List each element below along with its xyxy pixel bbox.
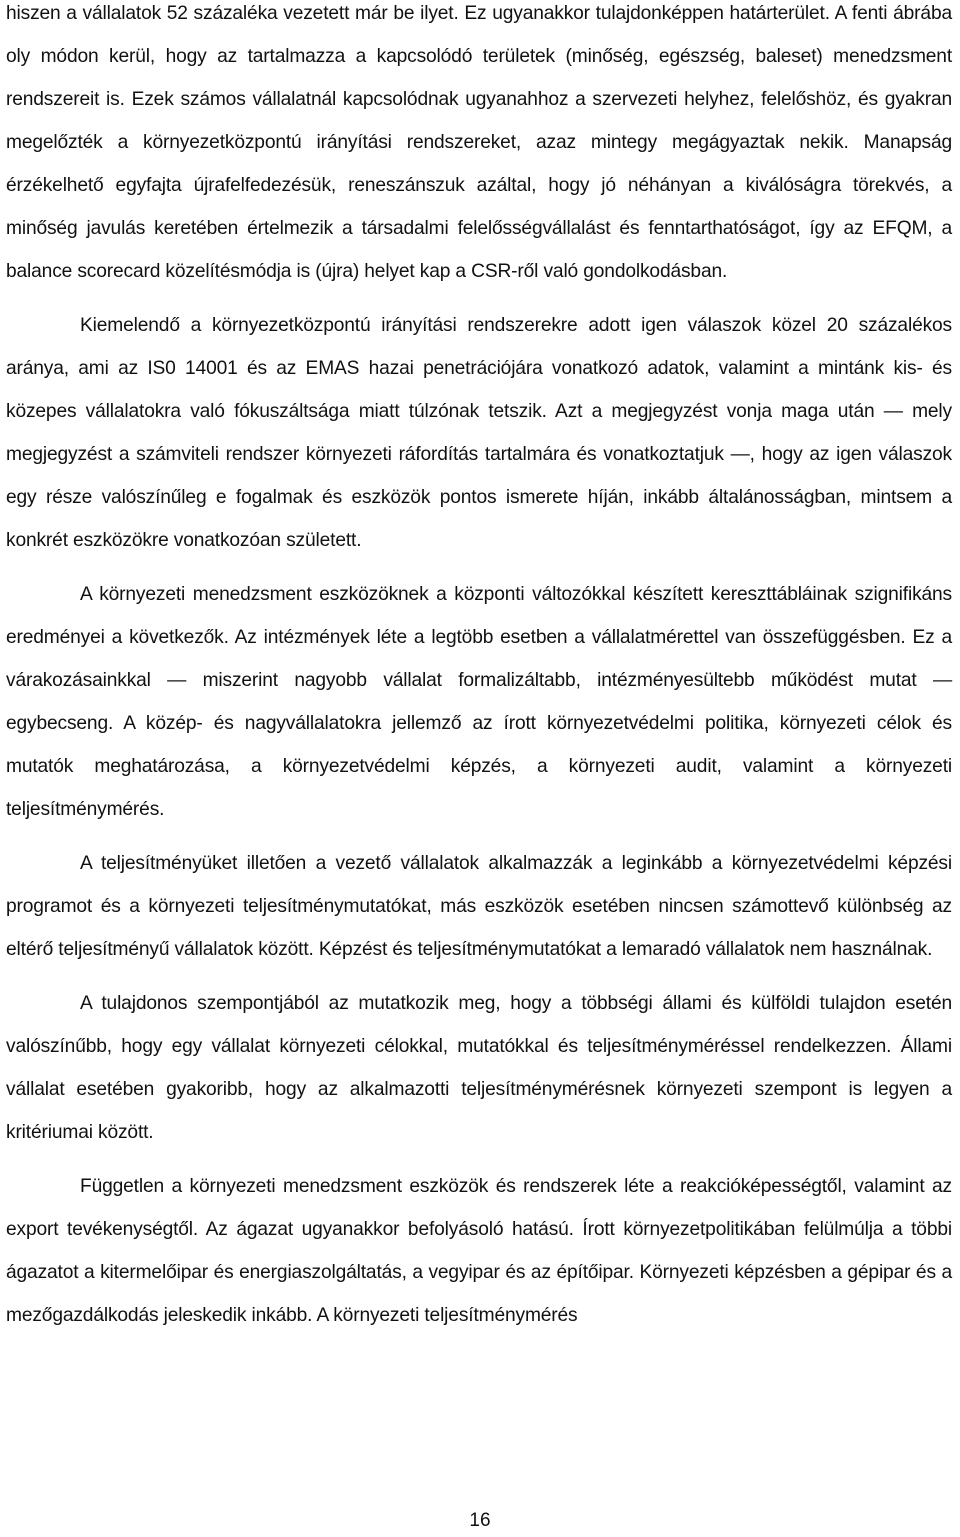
page-number: 16 (469, 1510, 491, 1531)
paragraph-3: A környezeti menedzsment eszközöknek a központi változókkal készített kereszttábláinak szignifikáns eredményei a következők. Az intézmények léte a legtöbb esetben a vállalatmérettel van összefüggésben. Ez a várakozásainkkal — miszerint nagyobb vállalat formalizáltabb, intézményesültebb működést mutat — egybecseng. A közép- és nagyvállalatokra jellemző az írott környezetvédelmi politika, környezeti célok és mutatók meghatározása, a környezetvédelmi képzés, a környezeti audit, valamint a környezeti teljesítménymérés. (6, 584, 952, 820)
paragraph-6: Független a környezeti menedzsment eszközök és rendszerek léte a reakcióképességtől, valamint az export tevékenységtől. Az ágazat ugyanakkor befolyásoló hatású. Írott környezetpolitikában felülmúlja a többi ágazatot a kitermelőipar és energiaszolgáltatás, a vegyipar és az építőipar. Környezeti képzésben a gépipar és a mezőgazdálkodás jeleskedik inkább. A környezeti teljesítménymérés (6, 1176, 952, 1326)
paragraph-4: A teljesítményüket illetően a vezető vállalatok alkalmazzák a leginkább a környezetvédelmi képzési programot és a környezeti teljesítménymutatókat, más eszközök esetében nincsen számottevő különbség az eltérő teljesítményű vállalatok között. Képzést és teljesítménymutatókat a lemaradó vállalatok nem használnak. (6, 853, 952, 960)
paragraph-5: A tulajdonos szempontjából az mutatkozik meg, hogy a többségi állami és külföldi tulajdon esetén valószínűbb, hogy egy vállalat környezeti célokkal, mutatókkal és teljesítményméréssel rendelkezzen. Állami vállalat esetében gyakoribb, hogy az alkalmazotti teljesítménymérésnek környezeti szempont is legyen a kritériumai között. (6, 993, 952, 1143)
body-text (6, 0, 952, 1337)
paragraph-1: hiszen a vállalatok 52 százaléka vezetett már be ilyet. Ez ugyanakkor tulajdonképpen határterület. A fenti ábrába oly módon kerül, hogy az tartalmazza a kapcsolódó területek (minőség, egészség, baleset) menedzsment rendszereit is. Ezek számos vállalatnál kapcsolódnak ugyanahhoz a szervezeti helyhez, felelőshöz, és gyakran megelőzték a környezetközpontú irányítási rendszereket, azaz mintegy megágyaztak nekik. Manapság érzékelhető egyfajta újrafelfedezésük, reneszánszuk azáltal, hogy jó néhányan a kiválóságra törekvés, a minőség javulás keretében értelmezik a társadalmi felelősségvállalást és fenntarthatóságot, így az EFQM, a balance scorecard közelítésmódja is (újra) helyet kap a CSR-ről való gondolkodásban. (6, 3, 952, 282)
paragraph-2: Kiemelendő a környezetközpontú irányítási rendszerekre adott igen válaszok közel 20 százalékos aránya, ami az IS0 14001 és az EMAS hazai penetrációjára vonatkozó adatok, valamint a mintánk kis- és közepes vállalatokra való fókuszáltsága miatt túlzónak tetszik. Azt a megjegyzést vonja maga után — mely megjegyzést a számviteli rendszer környezeti ráfordítás tartalmára és vonatkoztatjuk —, hogy az igen válaszok egy része valószínűleg e fogalmak és eszközök pontos ismerete híján, inkább általánosságban, mintsem a konkrét eszközökre vonatkozóan született. (6, 315, 952, 551)
